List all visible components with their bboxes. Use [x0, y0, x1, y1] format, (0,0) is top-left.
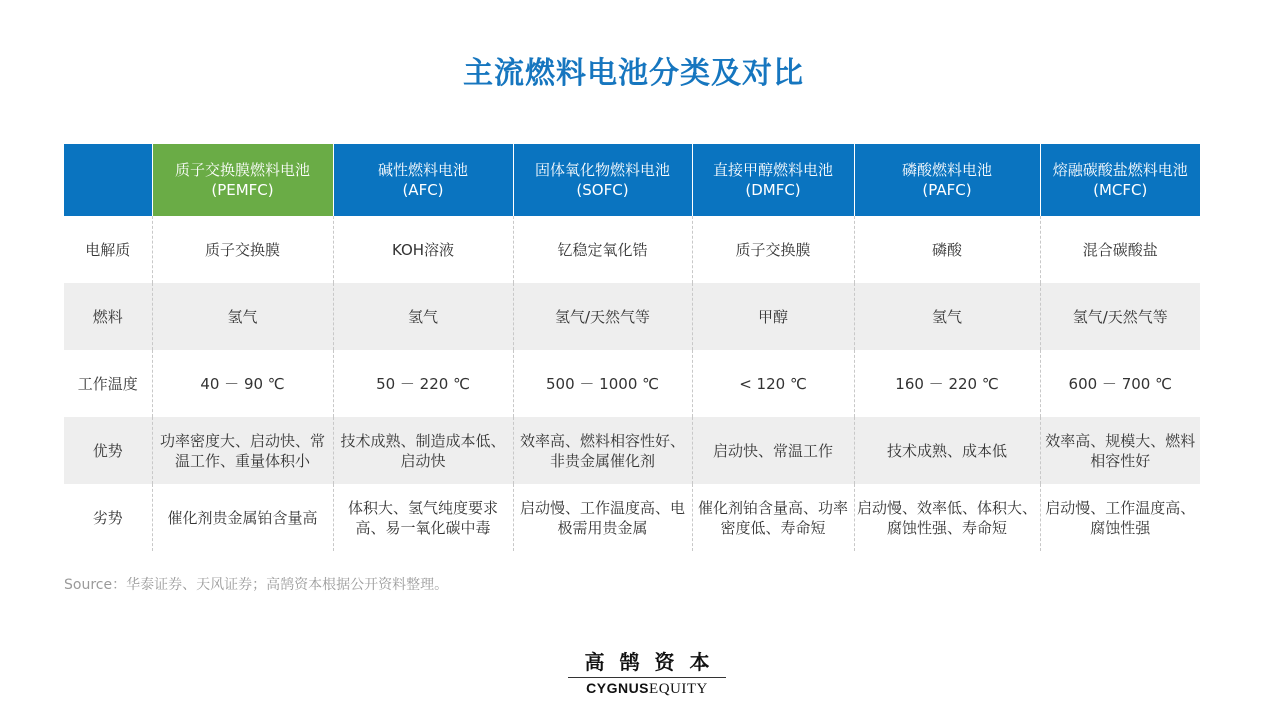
table-cell: 启动快、常温工作	[692, 417, 854, 484]
header-abbr: (PEMFC)	[211, 181, 274, 199]
table-cell: 氢气	[152, 283, 333, 350]
table-cell: 600 － 700 ℃	[1040, 350, 1200, 417]
table-cell: 氢气	[854, 283, 1040, 350]
table-cell: 启动慢、工作温度高、腐蚀性强	[1040, 484, 1200, 551]
header-abbr: (SOFC)	[576, 181, 629, 199]
page-title: 主流燃料电池分类及对比	[463, 56, 804, 91]
logo-en-rest: EQUITY	[649, 681, 708, 697]
header-abbr: (DMFC)	[745, 181, 801, 199]
table-row-disadvantages	[64, 484, 1200, 551]
row-label: 电解质	[85, 240, 131, 259]
table-cell: 启动慢、工作温度高、电极需用贵金属	[513, 484, 692, 551]
header-name: 固体氧化物燃料电池	[534, 161, 670, 179]
header-abbr: (AFC)	[402, 181, 444, 199]
table-row-temperature	[64, 350, 1200, 417]
table-cell: 体积大、氢气纯度要求高、易一氧化碳中毒	[333, 484, 513, 551]
table-row-fuel	[64, 283, 1200, 350]
table-cell: 技术成熟、制造成本低、启动快	[333, 417, 513, 484]
table-cell: < 120 ℃	[692, 350, 854, 417]
header-name: 磷酸燃料电池	[901, 161, 992, 179]
table-cell: 技术成熟、成本低	[854, 417, 1040, 484]
logo-english-name	[566, 680, 728, 698]
logo-en-bold: CYGNUS	[586, 680, 650, 696]
header-abbr: (MCFC)	[1093, 181, 1148, 199]
header-afc	[333, 144, 513, 216]
table-row-advantages	[64, 417, 1200, 484]
row-label: 燃料	[64, 283, 152, 350]
table-cell: 氢气	[333, 283, 513, 350]
header-name: 直接甲醇燃料电池	[712, 161, 833, 179]
table-cell: 500 － 1000 ℃	[513, 350, 692, 417]
row-label: 劣势	[92, 508, 123, 527]
table-cell: 甲醇	[692, 283, 854, 350]
table-cell: 质子交换膜	[152, 216, 333, 283]
table-cell: 效率高、规模大、燃料相容性好	[1040, 417, 1200, 484]
header-name: 碱性燃料电池	[377, 161, 468, 179]
header-name: 熔融碳酸盐燃料电池	[1052, 161, 1188, 179]
table-cell: 160 － 220 ℃	[854, 350, 1040, 417]
logo-divider	[568, 677, 726, 678]
header-dmfc	[692, 144, 854, 216]
table-header-row	[64, 144, 1200, 216]
header-abbr: (PAFC)	[922, 181, 972, 199]
header-mcfc	[1040, 144, 1200, 216]
company-logo	[566, 646, 728, 698]
table-cell: 质子交换膜	[692, 216, 854, 283]
logo-chinese-name: 高鹄资本	[584, 650, 725, 674]
table-cell: 启动慢、效率低、体积大、腐蚀性强、寿命短	[854, 484, 1040, 551]
table-cell: 效率高、燃料相容性好、非贵金属催化剂	[513, 417, 692, 484]
table-cell: 催化剂铂含量高、功率密度低、寿命短	[692, 484, 854, 551]
table-cell: 氢气/天然气等	[513, 283, 692, 350]
table-cell: 催化剂贵金属铂含量高	[152, 484, 333, 551]
header-corner	[64, 144, 152, 216]
header-pemfc	[152, 144, 333, 216]
row-label: 优势	[64, 417, 152, 484]
table-cell: 钇稳定氧化锆	[513, 216, 692, 283]
table-cell: 磷酸	[854, 216, 1040, 283]
table-cell: 功率密度大、启动快、常温工作、重量体积小	[152, 417, 333, 484]
row-label: 工作温度	[77, 374, 138, 393]
table-cell: 50 － 220 ℃	[333, 350, 513, 417]
header-sofc	[513, 144, 692, 216]
table-cell: 混合碳酸盐	[1040, 216, 1200, 283]
header-name: 质子交换膜燃料电池	[174, 161, 310, 179]
table-row-electrolyte	[64, 216, 1200, 283]
table-cell: 氢气/天然气等	[1040, 283, 1200, 350]
header-pafc	[854, 144, 1040, 216]
fuel-cell-comparison-table	[64, 144, 1200, 551]
table-cell: 40 － 90 ℃	[152, 350, 333, 417]
source-note: Source：华泰证券、天风证券；高鹄资本根据公开资料整理。	[64, 577, 449, 593]
table-cell: KOH溶液	[333, 216, 513, 283]
